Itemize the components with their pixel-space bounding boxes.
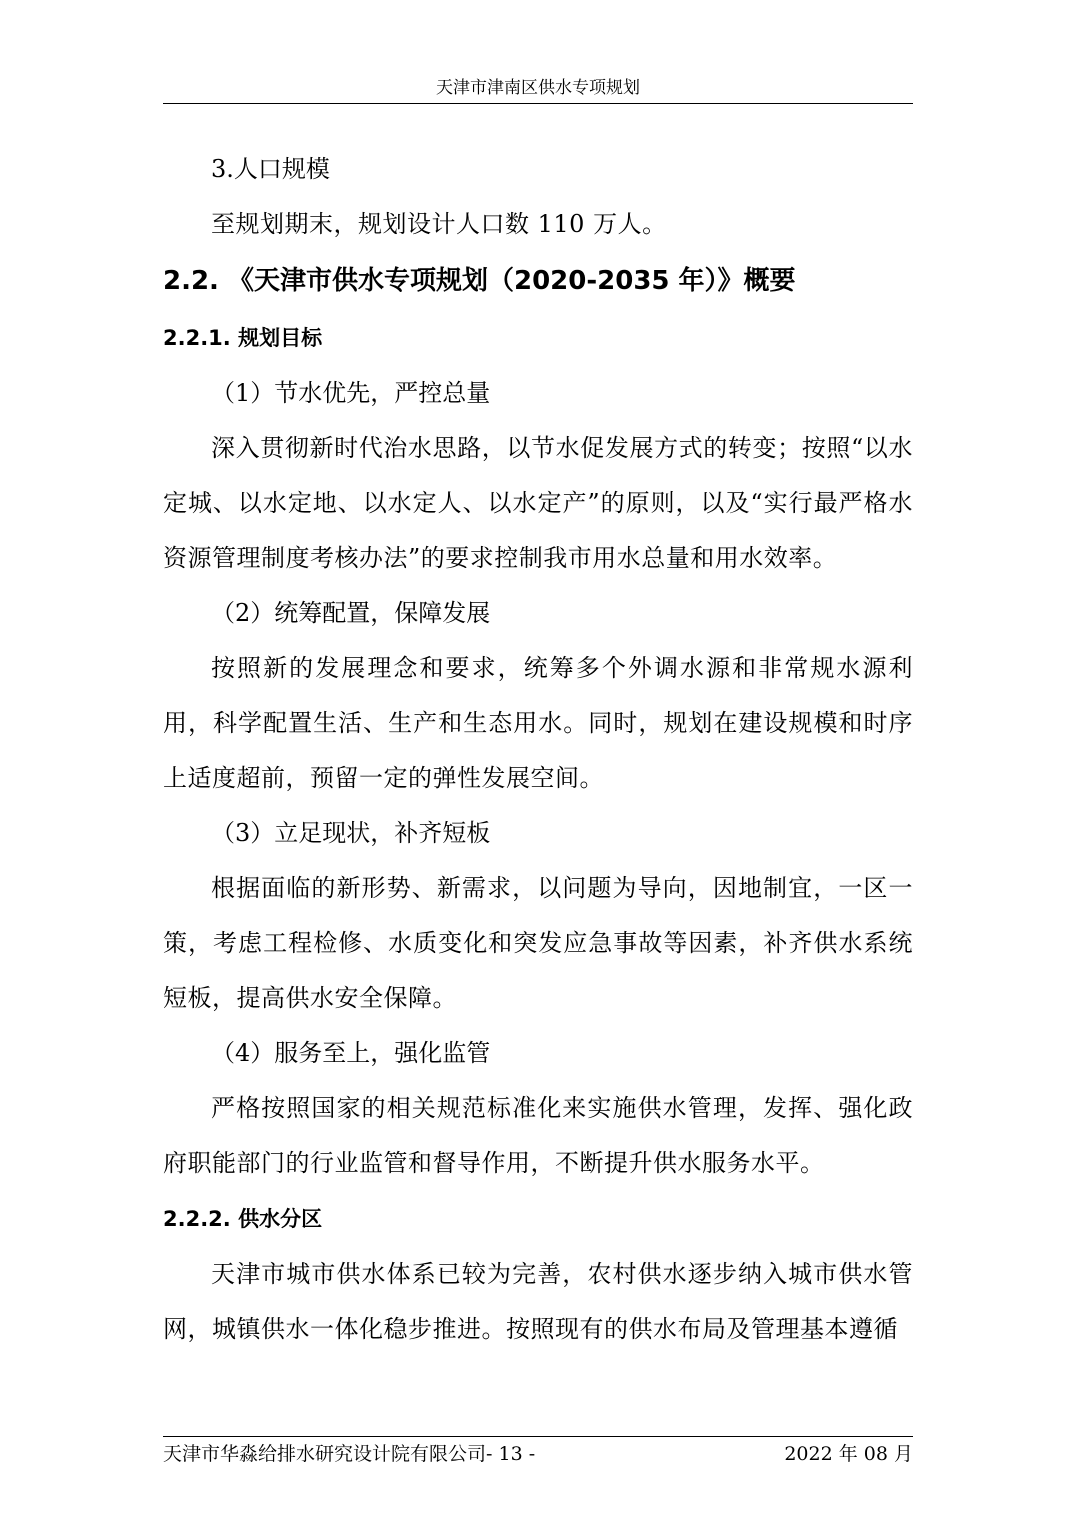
population-paragraph: 至规划期末，规划设计人口数 110 万人。 <box>211 210 667 238</box>
goal-1-paragraph: 深入贯彻新时代治水思路，以节水促发展方式的转变；按照“以水定城、以水定地、以水定人、以水定产”的原则，以及“实行最严格水资源管理制度考核办法”的要求控制我市用水总量和用水效率。 <box>163 434 913 572</box>
page-number: - 13 - <box>486 1443 536 1465</box>
footer-date: 2022 年 08 月 <box>784 1443 913 1465</box>
header-title: 天津市津南区供水专项规划 <box>436 78 640 98</box>
goal-3-heading: （3）立足现状，补齐短板 <box>211 819 491 847</box>
document-body <box>163 142 913 1357</box>
water-zone-paragraph: 天津市城市供水体系已较为完善，农村供水逐步纳入城市供水管网，城镇供水一体化稳步推进。按照现有的供水布局及管理基本遵循 <box>163 1260 913 1343</box>
goal-4-heading: （4）服务至上，强化监管 <box>211 1039 491 1067</box>
footer-company: 天津市华淼给排水研究设计院有限公司 <box>163 1443 487 1465</box>
section-2-2-1-title: 2.2.1. 规划目标 <box>163 326 323 350</box>
goal-2-heading: （2）统筹配置，保障发展 <box>211 599 491 627</box>
goal-1-heading: （1）节水优先，严控总量 <box>211 379 491 407</box>
goal-2-paragraph: 按照新的发展理念和要求，统筹多个外调水源和非常规水源利用，科学配置生活、生产和生态用水。同时，规划在建设规模和时序上适度超前，预留一定的弹性发展空间。 <box>163 654 913 792</box>
population-heading: 3.人口规模 <box>211 155 330 183</box>
section-2-2-2-title: 2.2.2. 供水分区 <box>163 1207 323 1231</box>
goal-3-paragraph: 根据面临的新形势、新需求，以问题为导向，因地制宜，一区一策，考虑工程检修、水质变化和突发应急事故等因素，补齐供水系统短板，提高供水安全保障。 <box>163 874 913 1012</box>
page-header <box>163 75 913 104</box>
footer-left <box>163 1441 535 1467</box>
section-2-2-title: 2.2. 《天津市供水专项规划（2020-2035 年）》概要 <box>163 266 796 296</box>
goal-4-paragraph: 严格按照国家的相关规范标准化来实施供水管理，发挥、强化政府职能部门的行业监管和督导作用，不断提升供水服务水平。 <box>163 1094 913 1177</box>
page-footer <box>163 1436 913 1467</box>
